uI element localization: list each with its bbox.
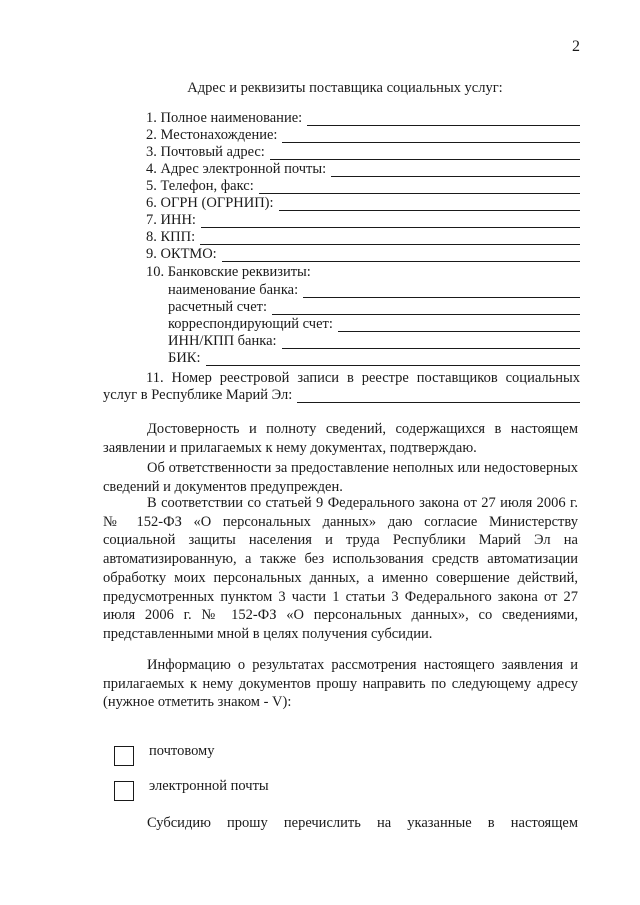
field-label: 6. ОГРН (ОГРНИП): bbox=[146, 195, 274, 211]
field-label: услуг в Республике Марий Эл: bbox=[103, 387, 293, 403]
delivery-request: Информацию о результатах рассмотрения настоящего заявления и прилагаемых к нему документов прошу направить по следующему адресу (нужное отметить знаком - V): bbox=[103, 657, 578, 711]
bank-name-input[interactable] bbox=[303, 284, 580, 298]
field-label: 7. ИНН: bbox=[146, 212, 196, 228]
bik-input[interactable] bbox=[206, 352, 581, 366]
page-number: 2 bbox=[572, 38, 580, 55]
correspondent-account-input[interactable] bbox=[338, 318, 580, 332]
field-phone-fax bbox=[146, 178, 580, 194]
field-full-name bbox=[146, 110, 580, 126]
field-postal-address bbox=[146, 144, 580, 160]
field-label: 5. Телефон, факс: bbox=[146, 178, 254, 194]
responsibility-declaration: Об ответственности за предоставление неполных или недостоверных сведений и документов предупрежден. bbox=[103, 460, 578, 495]
field-label: БИК: bbox=[168, 350, 201, 366]
personal-data-consent: В соответствии со статьей 9 Федерального закона от 27 июля 2006 г. № 152-ФЗ «О персональных данных» даю согласие Министерству социальной защиты населения и труда Республики Марий Эл на автоматизированную, а также без использования средств автоматизации обработку моих персональных данных, а именно совершение действий, предусмотренных пунктом 3 части 1 статьи 3 Федерального закона от 27 июля 2006 г. № 152-ФЗ «О персональных данных», со сведениями, представленными мной в целях получения субсидии. bbox=[103, 495, 578, 642]
oktmo-input[interactable] bbox=[222, 248, 580, 262]
field-bank-name bbox=[168, 282, 580, 298]
accuracy-declaration: Достоверность и полноту сведений, содержащихся в настоящем заявлении и прилагаемых к нему документах, подтверждаю. bbox=[103, 421, 578, 456]
field-bik bbox=[168, 350, 580, 366]
email-input[interactable] bbox=[331, 163, 580, 177]
field-label: расчетный счет: bbox=[168, 299, 268, 315]
field-label: 9. ОКТМО: bbox=[146, 246, 217, 262]
full-name-input[interactable] bbox=[307, 112, 580, 126]
field-inn bbox=[146, 212, 580, 228]
settlement-account-input[interactable] bbox=[272, 301, 580, 315]
bank-inn-kpp-input[interactable] bbox=[282, 335, 580, 349]
subsidy-request: Субсидию прошу перечислить на указанные в настоящем bbox=[147, 815, 578, 831]
kpp-input[interactable] bbox=[200, 231, 580, 245]
field-label: корреспондирующий счет: bbox=[168, 316, 333, 332]
field-settlement-account bbox=[168, 299, 580, 315]
email-checkbox[interactable] bbox=[114, 781, 134, 801]
field-label: ИНН/КПП банка: bbox=[168, 333, 277, 349]
field-ogrn bbox=[146, 195, 580, 211]
field-oktmo bbox=[146, 246, 580, 262]
postal-checkbox[interactable] bbox=[114, 746, 134, 766]
field-email bbox=[146, 161, 580, 177]
ogrn-input[interactable] bbox=[279, 197, 580, 211]
supplier-heading: Адрес и реквизиты поставщика социальных услуг: bbox=[187, 80, 503, 96]
field-location bbox=[146, 127, 580, 143]
phone-fax-input[interactable] bbox=[259, 180, 580, 194]
email-option-label: электронной почты bbox=[149, 778, 269, 794]
field-label: 3. Почтовый адрес: bbox=[146, 144, 265, 160]
inn-input[interactable] bbox=[201, 214, 580, 228]
field-label: наименование банка: bbox=[168, 282, 299, 298]
field-label: 4. Адрес электронной почты: bbox=[146, 161, 327, 177]
location-input[interactable] bbox=[282, 129, 580, 143]
field-label: 2. Местонахождение: bbox=[146, 127, 278, 143]
field-label: 8. КПП: bbox=[146, 229, 196, 245]
postal-address-input[interactable] bbox=[270, 146, 580, 160]
field-bank-inn-kpp bbox=[168, 333, 580, 349]
field-registry-record bbox=[103, 387, 580, 403]
registry-record-input[interactable] bbox=[297, 389, 580, 403]
bank-details-heading: 10. Банковские реквизиты: bbox=[146, 264, 311, 280]
field-correspondent-account bbox=[168, 316, 580, 332]
field-kpp bbox=[146, 229, 580, 245]
postal-option-label: почтовому bbox=[149, 743, 215, 759]
field-label: 1. Полное наименование: bbox=[146, 110, 303, 126]
registry-record-line1: 11. Номер реестровой записи в реестре поставщиков социальных bbox=[146, 370, 580, 386]
